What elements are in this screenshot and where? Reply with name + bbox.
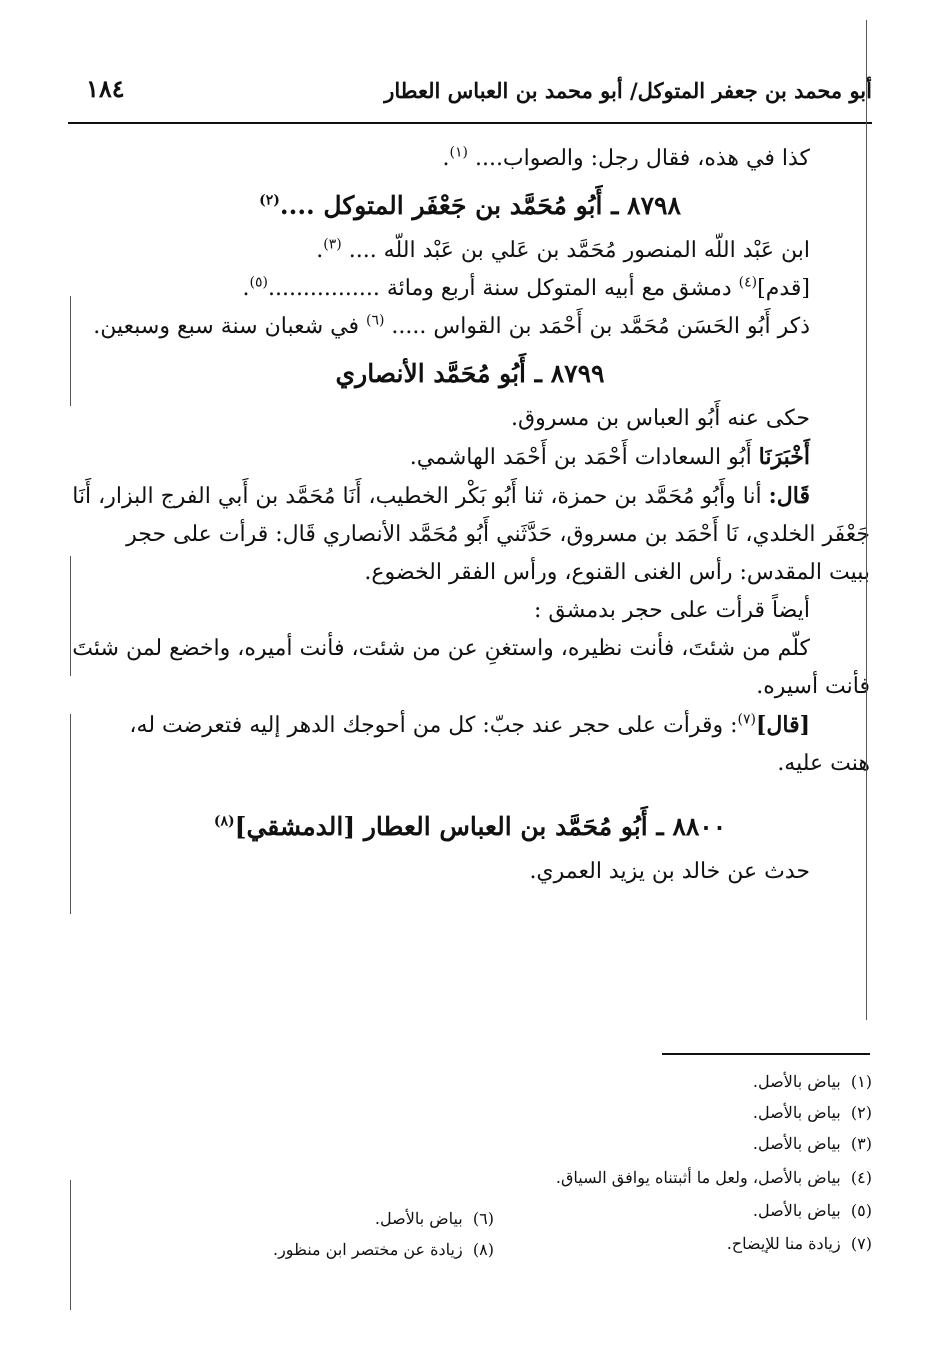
footnote-3: (٣) بياض بالأصل. — [752, 1134, 872, 1153]
text-line: أَخْبَرَنَا أَبُو السعادات أَحْمَد بن أَحْمَد الهاشمي. — [409, 444, 810, 470]
footnote-4: (٤) بياض بالأصل، ولعل ما أثبتناه يوافق السياق. — [555, 1168, 872, 1187]
footnote-8: (٨) زيادة عن مختصر ابن منظور. — [272, 1240, 494, 1259]
footnote-rule — [662, 1053, 870, 1055]
text-line: ابن عَبْد اللّه المنصور مُحَمَّد بن عَلي بن عَبْد اللّه .... $^{(٣)}$. — [316, 236, 810, 263]
text-line: [قال]$^{(٧)}$: وقرأت على حجر عند جبّ: كل من أحوجك الدهر إليه فتعرضت له، — [129, 711, 810, 738]
spacer — [70, 783, 870, 799]
footnote-2: (٢) بياض بالأصل. — [752, 1103, 872, 1122]
margin-line — [70, 1180, 71, 1310]
margin-line — [70, 296, 71, 406]
margin-line — [70, 714, 71, 914]
footnote-7: (٧) زيادة منا للإيضاح. — [726, 1234, 872, 1253]
entry-heading-8799: ٨٧٩٩ ـ أَبُو مُحَمَّد الأنصاري — [335, 359, 605, 388]
text-line: [قدم]$^{(٤)}$ دمشق مع أبيه المتوكل سنة أربع ومائة ................$^{(٥)}$. — [242, 274, 810, 301]
text-line: ببيت المقدس: رأس الغنى القنوع، ورأس الفقر الخضوع. — [364, 560, 870, 585]
text-line: هنت عليه. — [777, 751, 870, 776]
entry-heading-8800: ٨٨٠٠ ـ أَبُو مُحَمَّد بن العباس العطار [الدمشقي]$^{(٨)}$ — [213, 812, 727, 841]
running-title: أبو محمد بن جعفر المتوكل/ أبو محمد بن العباس العطار — [384, 78, 872, 103]
text-line: أيضاً قرأت على حجر بدمشق : — [534, 598, 810, 623]
text-line: قَال: أنا وأَبُو مُحَمَّد بن حمزة، ثنا أَبُو بَكْر الخطيب، أَنَا مُحَمَّد بن أَبي الفرج البزار، أَنَا — [72, 483, 810, 509]
page-header — [68, 74, 872, 124]
entry-heading-8798: ٨٧٩٨ ـ أَبُو مُحَمَّد بن جَعْفَر المتوكل ....$^{(٢)}$ — [259, 191, 681, 220]
margin-line — [70, 556, 71, 676]
text-line: حكى عنه أَبُو العباس بن مسروق. — [511, 406, 810, 431]
text-line: كذا في هذه، فقال رجل: والصواب.... $^{(١)}$. — [442, 144, 810, 171]
main-text — [70, 140, 870, 891]
text-line: كلّم من شئتَ، فأنت نظيره، واستغنِ عن من شئت، فأنت أميره، واخضع لمن شئتَ — [72, 636, 810, 661]
text-line: حدث عن خالد بن يزيد العمري. — [529, 859, 810, 884]
text-line: فأنت أسيره. — [756, 674, 870, 699]
footnote-1: (١) بياض بالأصل. — [752, 1072, 872, 1091]
footnote-5: (٥) بياض بالأصل. — [752, 1201, 872, 1220]
margin-line — [866, 20, 867, 1020]
page-number: ١٨٤ — [86, 74, 125, 103]
text-line: جَعْفَر الخلدي، نَا أَحْمَد بن مسروق، حَدَّثَني أَبُو مُحَمَّد الأنصاري قَال: قرأت على حجر — [126, 522, 870, 547]
footnote-6: (٦) بياض بالأصل. — [374, 1209, 494, 1228]
text-line: ذكر أَبُو الحَسَن مُحَمَّد بن أَحْمَد بن القواس ..... $^{(٦)}$ في شعبان سنة سبع وسبعين. — [93, 312, 810, 339]
